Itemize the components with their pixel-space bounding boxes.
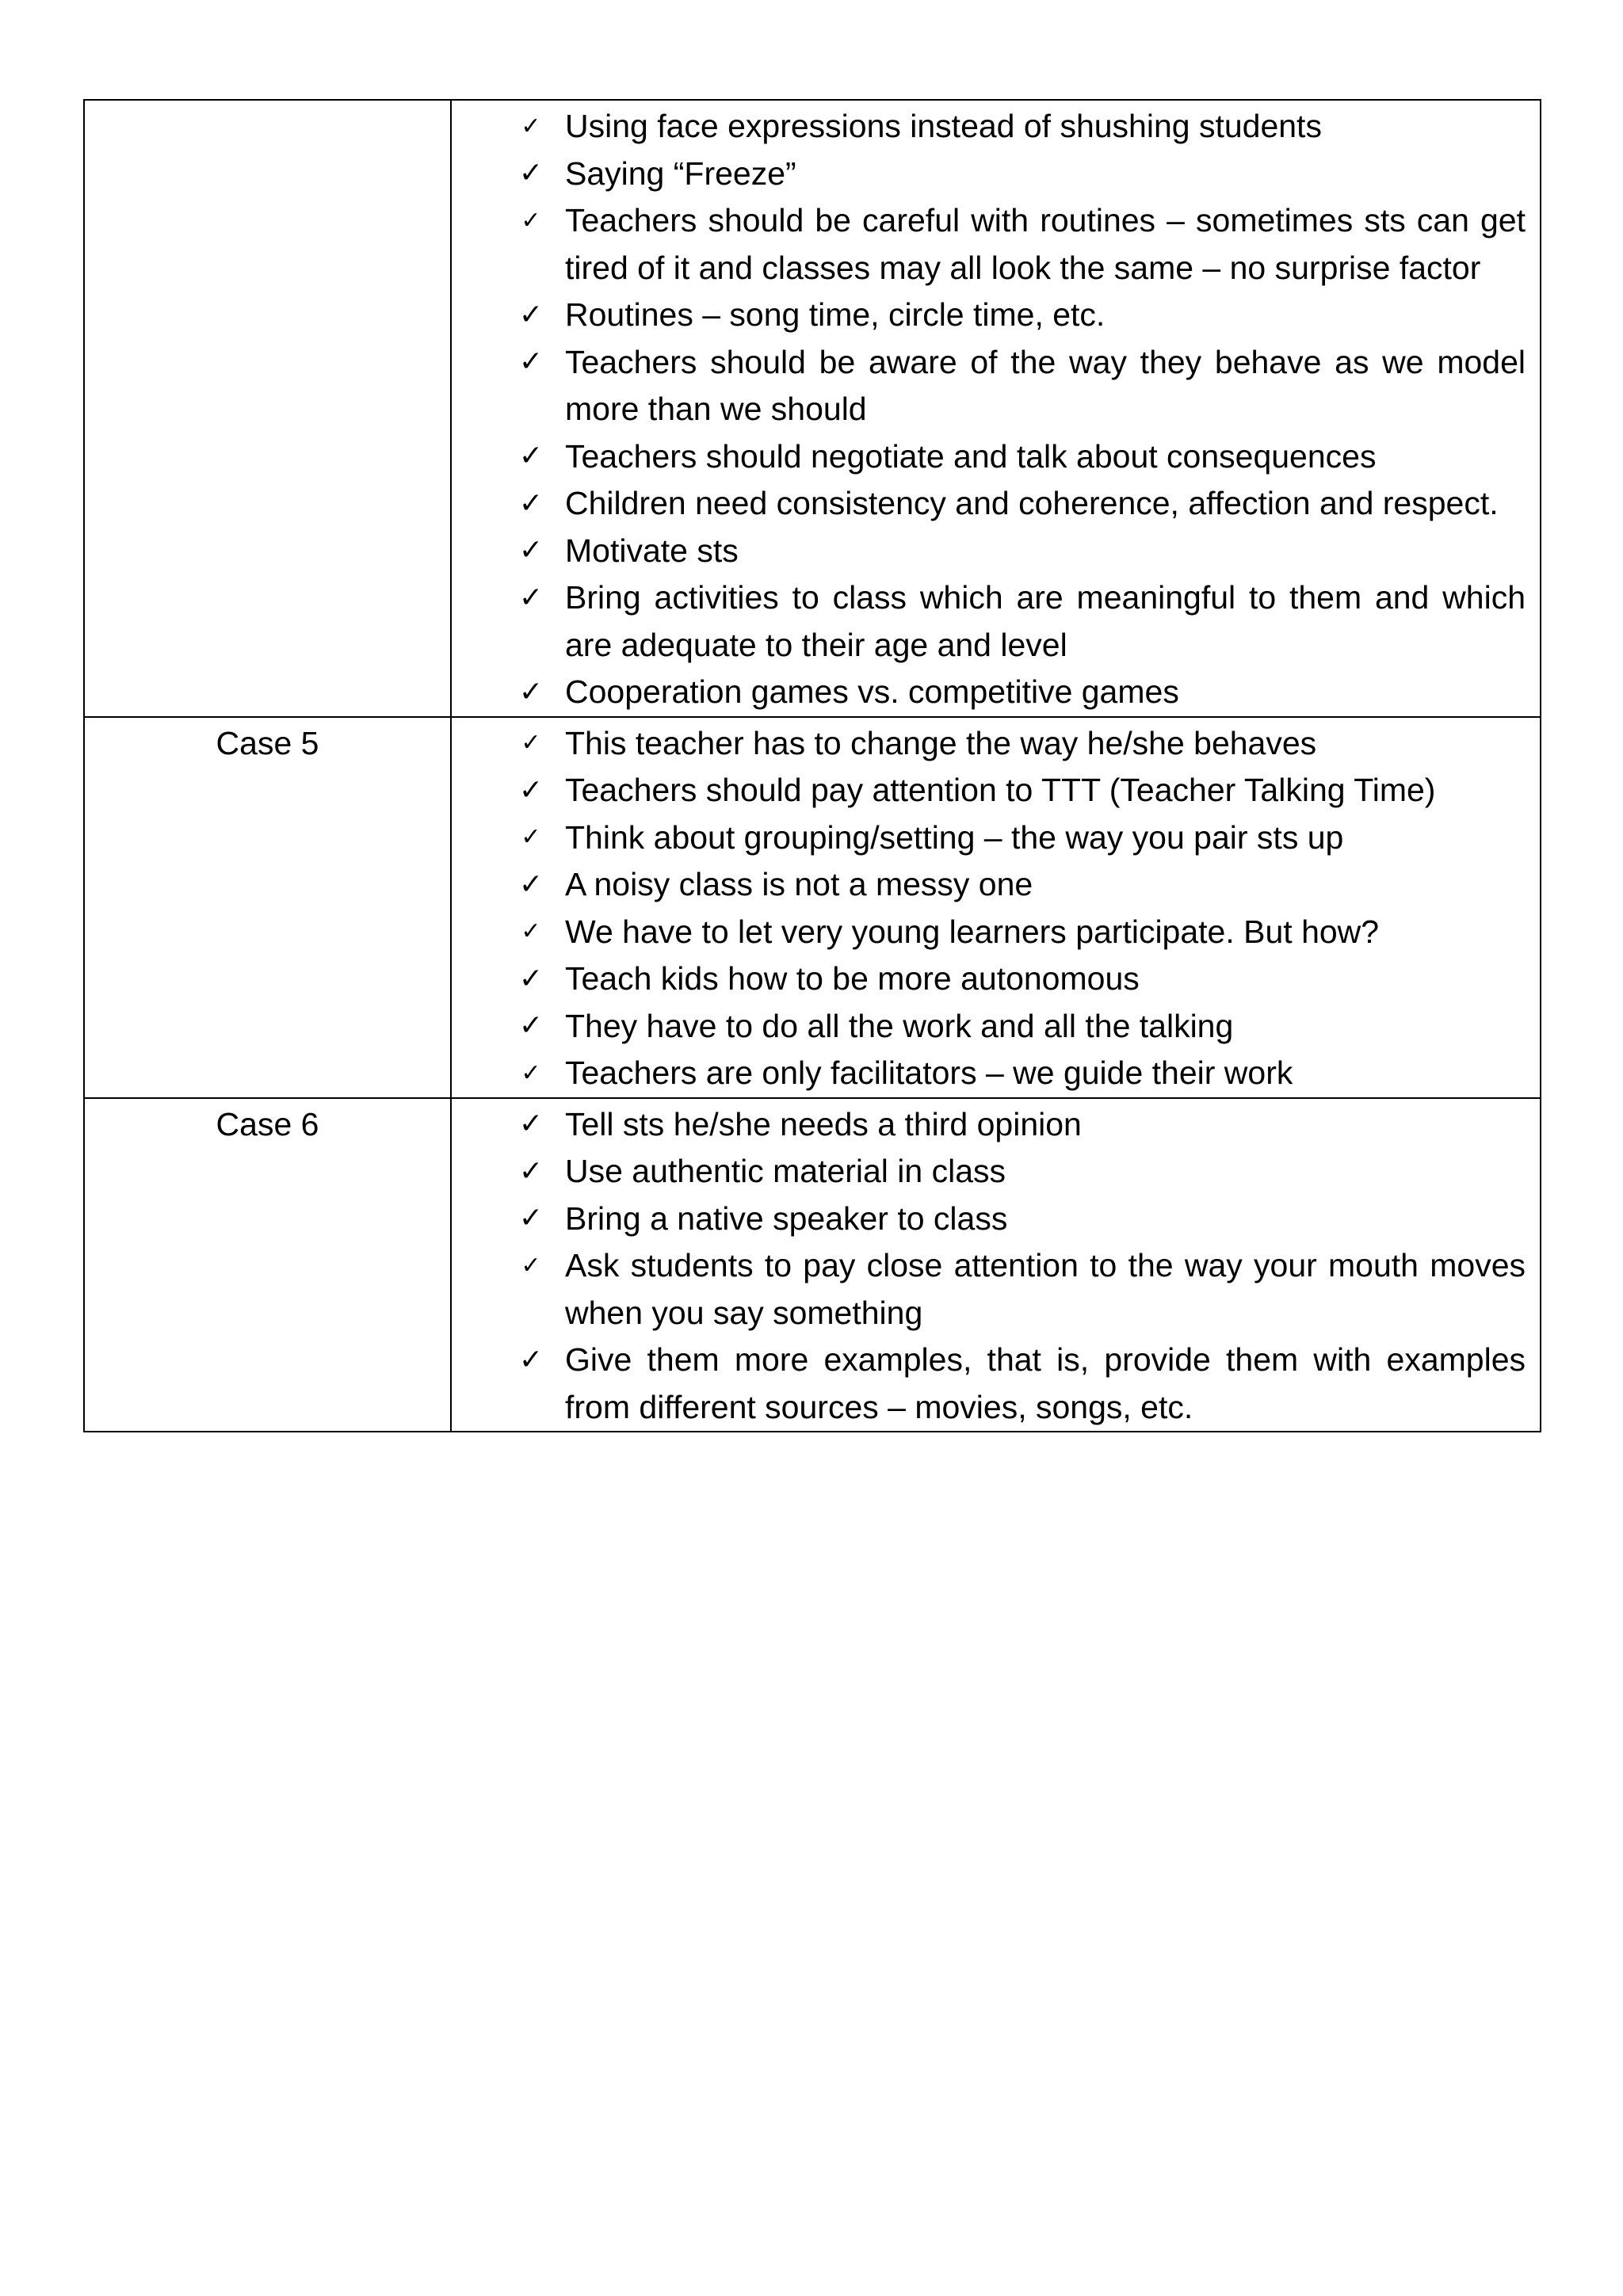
list-item — [452, 1050, 1526, 1097]
list-item — [452, 1242, 1526, 1337]
list-item — [452, 197, 1526, 292]
case-label: Case 5 — [216, 724, 319, 761]
case-label: Case 6 — [216, 1105, 319, 1142]
items-cell — [451, 717, 1541, 1098]
check-icon: ✓ — [518, 1154, 544, 1188]
checklist — [452, 103, 1526, 716]
check-icon: ✓ — [518, 345, 544, 379]
case-label-cell — [84, 100, 451, 717]
check-icon: ✓ — [518, 157, 544, 190]
checklist — [452, 720, 1526, 1097]
list-item-text: Bring activities to class which are meaningful to them and which are adequate to their age and level — [565, 579, 1526, 663]
list-item-text: Teachers should negotiate and talk about consequences — [565, 437, 1377, 475]
list-item-text: Teach kids how to be more autonomous — [565, 960, 1140, 997]
list-item — [452, 1101, 1526, 1149]
list-item — [452, 1196, 1526, 1243]
list-item-text: Teachers should pay attention to TTT (Teacher Talking Time) — [565, 772, 1436, 808]
list-item-text: Tell sts he/she needs a third opinion — [565, 1105, 1082, 1142]
cases-table — [83, 99, 1541, 1432]
list-item-text: Bring a native speaker to class — [565, 1199, 1008, 1237]
check-icon: ✓ — [518, 581, 544, 614]
list-item-text: Use authentic material in class — [565, 1153, 1006, 1189]
check-icon: ✓ — [521, 1251, 541, 1280]
list-item-text: Think about grouping/setting – the way you pair sts up — [565, 818, 1344, 856]
check-icon: ✓ — [518, 773, 544, 807]
check-icon: ✓ — [521, 917, 541, 946]
check-icon: ✓ — [521, 112, 541, 140]
list-item — [452, 767, 1526, 814]
list-item-text: Routines – song time, circle time, etc. — [565, 296, 1106, 333]
check-icon: ✓ — [518, 962, 544, 995]
case-label-cell — [84, 1098, 451, 1432]
check-icon: ✓ — [518, 486, 544, 520]
items-cell — [451, 100, 1541, 717]
list-item-text: They have to do all the work and all the talking — [565, 1007, 1234, 1044]
case-label-cell — [84, 717, 451, 1098]
list-item-text: Motivate sts — [565, 532, 739, 569]
list-item-text: A noisy class is not a messy one — [565, 866, 1033, 902]
table-row — [84, 100, 1541, 717]
list-item — [452, 1337, 1526, 1431]
list-item-text: Using face expressions instead of shushing students — [565, 108, 1322, 144]
list-item — [452, 433, 1526, 481]
list-item — [452, 861, 1526, 909]
check-icon: ✓ — [518, 1343, 544, 1376]
check-icon: ✓ — [518, 868, 544, 901]
list-item-text: Teachers should be aware of the way they behave as we model more than we should — [565, 343, 1526, 427]
check-icon: ✓ — [521, 1058, 541, 1087]
check-icon: ✓ — [518, 534, 544, 567]
check-icon: ✓ — [521, 729, 541, 757]
list-item — [452, 574, 1526, 669]
list-item — [452, 814, 1526, 862]
list-item — [452, 1003, 1526, 1051]
list-item — [452, 339, 1526, 433]
list-item-text: Saying “Freeze” — [565, 154, 796, 192]
list-item — [452, 1148, 1526, 1196]
list-item — [452, 720, 1526, 768]
check-icon: ✓ — [518, 298, 544, 331]
list-item-text: Children need consistency and coherence, affection and respect. — [565, 485, 1499, 521]
list-item — [452, 955, 1526, 1003]
check-icon: ✓ — [521, 823, 541, 852]
check-icon: ✓ — [518, 675, 544, 708]
table-row — [84, 1098, 1541, 1432]
list-item-text: Cooperation games vs. competitive games — [565, 673, 1179, 710]
list-item — [452, 669, 1526, 716]
table-row — [84, 717, 1541, 1098]
list-item-text: Teachers should be careful with routines – sometimes sts can get tired of it and classes may all look the same – no surprise factor — [565, 202, 1526, 286]
list-item-text: Teachers are only facilitators – we guide their work — [565, 1055, 1293, 1091]
checklist — [452, 1101, 1526, 1432]
list-item-text: We have to let very young learners participate. But how? — [565, 913, 1380, 950]
list-item — [452, 292, 1526, 339]
list-item — [452, 909, 1526, 956]
case-label — [85, 101, 450, 103]
check-icon: ✓ — [518, 440, 544, 473]
check-icon: ✓ — [521, 206, 541, 235]
items-cell — [451, 1098, 1541, 1432]
list-item — [452, 103, 1526, 151]
list-item-text: Give them more examples, that is, provide them with examples from different sources – movies, songs, etc. — [565, 1341, 1526, 1425]
list-item — [452, 528, 1526, 575]
list-item-text: Ask students to pay close attention to the way your mouth moves when you say something — [565, 1247, 1526, 1331]
check-icon: ✓ — [518, 1009, 544, 1043]
check-icon: ✓ — [518, 1108, 544, 1141]
check-icon: ✓ — [518, 1202, 544, 1235]
cases-table-body — [84, 100, 1541, 1432]
list-item-text: This teacher has to change the way he/she behaves — [565, 724, 1317, 761]
list-item — [452, 480, 1526, 528]
list-item — [452, 151, 1526, 198]
